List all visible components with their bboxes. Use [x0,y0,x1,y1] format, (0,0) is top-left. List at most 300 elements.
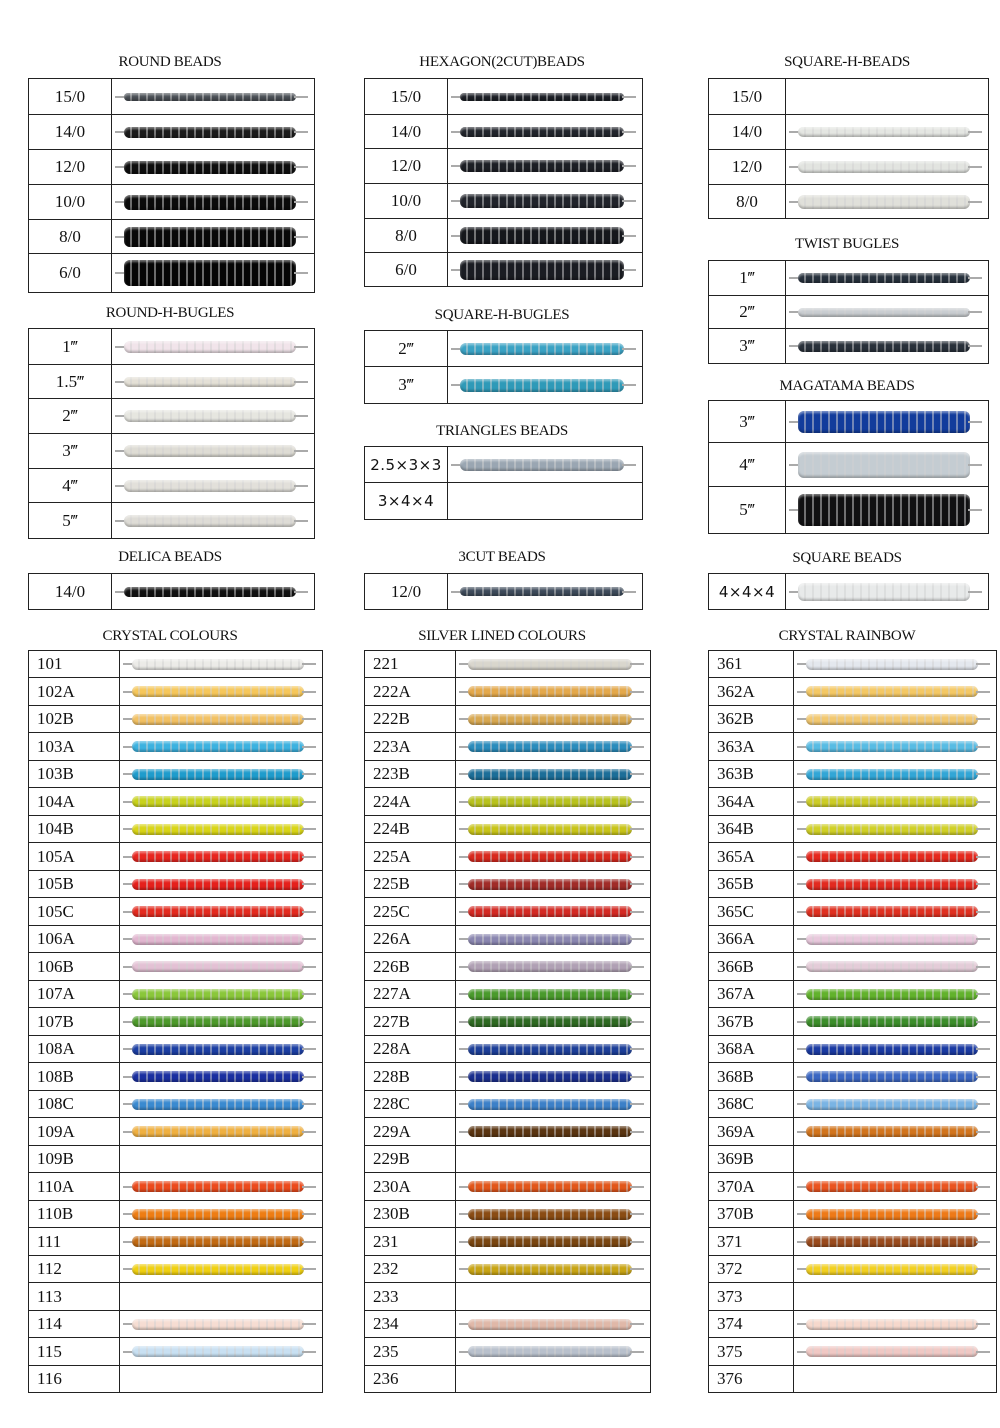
bead-size-label: 229B [365,1146,456,1173]
table-delica-beads [28,573,315,610]
wire-end [630,746,644,748]
bead-strand [468,961,632,972]
bead-strand [806,1099,978,1110]
bead-size-label: 4×4×4 [709,574,786,610]
bead-strand [798,411,970,433]
wire-end [976,1213,990,1215]
bead-strand [124,480,296,492]
wire-end [302,828,316,830]
bead-strand-cell [456,1091,651,1118]
bead-strand-cell [456,926,651,953]
wire-end [630,1351,644,1353]
bead-size-label: 3‴ [709,401,786,443]
section-title-hexagon-beads: HEXAGON(2CUT)BEADS [419,54,585,70]
wire-end [630,1076,644,1078]
bead-size-label: 109A [29,1118,120,1146]
bead-size-label: 375 [709,1338,794,1366]
bead-strand [132,1016,304,1027]
bead-size-label: 4‴ [29,469,112,503]
bead-size-label: 102A [29,678,120,706]
bead-strand-cell [448,219,643,253]
bead-size-label: 371 [709,1228,794,1256]
bead-strand-cell [120,1063,323,1091]
bead-strand-cell [120,1366,323,1393]
bead-strand [132,961,304,972]
bead-strand [806,934,978,945]
table-row [29,399,315,434]
bead-strand-cell [786,443,989,487]
bead-size-label: 105C [29,898,120,926]
bead-strand-cell [112,434,315,469]
bead-size-label: 3‴ [365,367,448,404]
bead-strand [468,1016,632,1027]
bead-strand [132,686,304,697]
section-title-crystal-rainbow: CRYSTAL RAINBOW [778,628,916,644]
bead-strand [468,1319,632,1330]
table-row [29,706,323,733]
table-row [709,1118,997,1146]
bead-strand [132,851,304,862]
wire-end [622,384,636,386]
table-twist-bugles [708,260,989,364]
bead-strand-cell [456,678,651,706]
table-square-h-bugles [364,330,643,404]
bead-strand-cell [120,706,323,733]
table-row [29,1063,323,1091]
section-title-round-beads: ROUND BEADS [118,54,222,70]
bead-strand-cell [120,926,323,953]
bead-size-label: 14/0 [29,574,112,610]
table-row [365,651,651,678]
bead-strand [468,1236,632,1247]
bead-strand-cell [794,898,997,926]
table-row [365,1008,651,1036]
table-row [709,788,997,816]
bead-strand [468,1181,632,1192]
table-row [709,926,997,953]
table-row [709,150,989,185]
table-row [709,1063,997,1091]
bead-size-label: 226A [365,926,456,953]
wire-end [302,966,316,968]
table-row [709,443,989,487]
wire-end [294,96,308,98]
bead-strand [798,583,970,601]
wire-end [976,746,990,748]
bead-strand-cell [786,574,989,610]
bead-strand-cell [120,788,323,816]
bead-strand-cell [794,1366,997,1393]
bead-strand-cell [456,843,651,871]
table-row [365,706,651,733]
wire-end [630,911,644,913]
bead-strand-cell [794,733,997,761]
wire-end [630,1103,644,1105]
bead-size-label: 14/0 [709,115,786,150]
bead-strand [124,587,296,597]
bead-size-label: 222B [365,706,456,733]
bead-size-label: 365C [709,898,794,926]
wire-end [976,1351,990,1353]
bead-strand [460,459,624,471]
wire-end [976,1076,990,1078]
table-row [365,788,651,816]
bead-strand [806,1346,978,1357]
bead-size-label: 370A [709,1173,794,1201]
table-row [29,1118,323,1146]
table-row [29,79,315,115]
bead-size-label: 226B [365,953,456,981]
bead-size-label: 232 [365,1256,456,1283]
wire-end [630,966,644,968]
bead-strand [460,379,624,392]
bead-size-label: 15/0 [365,79,448,115]
bead-strand [806,961,978,972]
bead-strand [806,1181,978,1192]
bead-strand-cell [120,1008,323,1036]
bead-strand [806,769,978,780]
wire-end [630,883,644,885]
bead-strand [124,195,296,210]
bead-strand [798,273,970,283]
bead-size-label: 222A [365,678,456,706]
bead-strand-cell [456,816,651,843]
bead-size-label: 233 [365,1283,456,1311]
table-row [29,254,315,293]
bead-strand [124,515,296,527]
table-row [29,1311,323,1338]
bead-strand-cell [794,1338,997,1366]
table-row [709,329,989,364]
section-title-triangles-beads: TRIANGLES BEADS [436,423,568,439]
table-row [709,953,997,981]
bead-size-label: 368B [709,1063,794,1091]
bead-size-label: 228C [365,1091,456,1118]
wire-end [976,856,990,858]
bead-strand [132,1209,304,1220]
bead-strand-cell [120,1311,323,1338]
bead-strand-cell [448,447,643,483]
bead-size-label: 105B [29,871,120,898]
table-row [709,981,997,1008]
wire-end [294,201,308,203]
bead-size-label: 361 [709,651,794,678]
bead-size-label: 224B [365,816,456,843]
table-row [29,926,323,953]
bead-strand [468,659,632,670]
wire-end [630,801,644,803]
bead-strand-cell [794,1008,997,1036]
bead-strand-cell [794,788,997,816]
bead-size-label: 229A [365,1118,456,1146]
bead-strand [806,1016,978,1027]
bead-size-label: 12/0 [29,150,112,185]
bead-strand [132,1346,304,1357]
bead-strand-cell [786,185,989,219]
bead-strand [132,714,304,725]
bead-size-label: 224A [365,788,456,816]
table-row [365,1036,651,1063]
table-row [29,574,315,610]
table-row [709,1146,997,1173]
bead-strand [468,824,632,835]
wire-end [976,718,990,720]
table-row [709,79,989,115]
table-row [29,981,323,1008]
table-row [29,185,315,220]
table-row [365,733,651,761]
table-row [709,115,989,150]
wire-end [630,1268,644,1270]
bead-size-label: 223A [365,733,456,761]
bead-strand-cell [120,1036,323,1063]
wire-end [968,509,982,511]
bead-strand [124,445,296,457]
table-row [29,115,315,150]
bead-strand-cell [448,253,643,287]
table-row [365,1338,651,1366]
bead-size-label: 363A [709,733,794,761]
bead-strand-cell [448,574,643,610]
wire-end [630,1048,644,1050]
bead-size-label: 1‴ [709,261,786,296]
bead-strand [468,879,632,890]
bead-size-label: 221 [365,651,456,678]
bead-strand-cell [120,843,323,871]
wire-end [622,96,636,98]
bead-strand [806,1044,978,1055]
bead-size-label: 10/0 [365,184,448,219]
bead-size-label: 1.5‴ [29,365,112,399]
table-row [29,1146,323,1173]
wire-end [294,131,308,133]
bead-strand [806,824,978,835]
table-row [709,843,997,871]
bead-size-label: 12/0 [709,150,786,185]
wire-end [630,993,644,995]
table-row [365,79,643,115]
table-row [709,651,997,678]
wire-end [302,773,316,775]
bead-size-label: 114 [29,1311,120,1338]
section-title-magatama-beads: MAGATAMA BEADS [779,378,915,394]
bead-strand [460,93,624,101]
wire-end [630,1186,644,1188]
table-row [29,816,323,843]
bead-strand-cell [112,329,315,365]
bead-size-label: 225A [365,843,456,871]
bead-size-label: 108C [29,1091,120,1118]
section-title-3cut-beads: 3CUT BEADS [458,549,546,565]
bead-size-label: 376 [709,1366,794,1393]
wire-end [302,1351,316,1353]
bead-strand-cell [794,1311,997,1338]
bead-strand [468,1264,632,1275]
bead-strand-cell [794,678,997,706]
bead-strand-cell [112,365,315,399]
bead-strand-cell [794,1091,997,1118]
table-row [29,871,323,898]
bead-strand-cell [794,761,997,788]
table-row [709,1228,997,1256]
bead-strand-cell [120,1256,323,1283]
bead-strand-cell [456,1311,651,1338]
wire-end [630,856,644,858]
bead-strand [132,1319,304,1330]
bead-strand [124,227,296,247]
table-row [709,733,997,761]
bead-strand-cell [448,184,643,219]
bead-size-label: 368C [709,1091,794,1118]
bead-strand-cell [456,981,651,1008]
bead-strand-cell [112,150,315,185]
bead-strand-cell [112,185,315,220]
table-row [29,788,323,816]
bead-strand-cell [448,367,643,404]
bead-strand [460,260,624,280]
bead-strand-cell [120,871,323,898]
wire-end [630,773,644,775]
bead-size-label: 364B [709,816,794,843]
wire-end [630,1131,644,1133]
table-row [709,296,989,329]
bead-size-label: 362A [709,678,794,706]
section-title-round-h-bugles: ROUND-H-BUGLES [105,305,235,321]
wire-end [622,591,636,593]
bead-strand-cell [112,220,315,254]
bead-strand-cell [786,329,989,364]
wire-end [294,236,308,238]
wire-end [630,828,644,830]
bead-strand-cell [456,1173,651,1201]
bead-strand [460,160,624,172]
bead-strand-cell [456,1146,651,1173]
table-row [709,487,989,534]
wire-end [976,938,990,940]
bead-strand-cell [448,331,643,367]
wire-end [976,691,990,693]
wire-end [976,1186,990,1188]
bead-strand [132,906,304,917]
bead-strand [468,686,632,697]
wire-end [976,1048,990,1050]
bead-strand-cell [794,1118,997,1146]
wire-end [976,1323,990,1325]
wire-end [976,966,990,968]
bead-size-label: 104B [29,816,120,843]
bead-size-label: 10/0 [29,185,112,220]
bead-size-label: 14/0 [365,115,448,149]
wire-end [302,1021,316,1023]
wire-end [622,131,636,133]
bead-strand-cell [794,1283,997,1311]
bead-size-label: 103B [29,761,120,788]
bead-size-label: 14/0 [29,115,112,150]
bead-strand-cell [794,1173,997,1201]
wire-end [976,663,990,665]
bead-size-label: 236 [365,1366,456,1393]
table-row [365,149,643,184]
bead-size-label: 366B [709,953,794,981]
table-row [709,1338,997,1366]
bead-strand [124,127,296,138]
bead-size-label: 227B [365,1008,456,1036]
wire-end [302,1076,316,1078]
bead-strand [806,1264,978,1275]
bead-size-label: 366A [709,926,794,953]
bead-size-label: 15/0 [29,79,112,115]
table-row [365,981,651,1008]
bead-size-label: 6/0 [29,254,112,293]
bead-size-label: 106A [29,926,120,953]
wire-end [302,1103,316,1105]
bead-strand [460,127,624,137]
bead-size-label: 368A [709,1036,794,1063]
bead-strand [132,824,304,835]
bead-strand-cell [456,651,651,678]
bead-strand [460,343,624,355]
table-row [365,574,643,610]
section-title-square-h-beads: SQUARE-H-BEADS [784,54,910,70]
bead-size-label: 8/0 [365,219,448,253]
bead-strand-cell [456,1366,651,1393]
table-row [29,761,323,788]
bead-strand-cell [456,1063,651,1091]
bead-strand [468,989,632,1000]
bead-size-label: 367B [709,1008,794,1036]
bead-size-label: 364A [709,788,794,816]
bead-strand-cell [456,761,651,788]
bead-size-label: 5‴ [29,503,112,539]
bead-strand [798,161,970,173]
table-row [29,503,315,539]
table-row [709,1283,997,1311]
table-row [365,1201,651,1228]
table-row [29,150,315,185]
bead-strand-cell [794,1256,997,1283]
wire-end [630,718,644,720]
table-row [29,1091,323,1118]
bead-size-label: 3‴ [29,434,112,469]
table-row [365,184,643,219]
bead-strand-cell [456,706,651,733]
bead-size-label: 365B [709,871,794,898]
wire-end [976,1021,990,1023]
section-title-silver-lined: SILVER LINED COLOURS [418,628,586,644]
bead-size-label: 2‴ [29,399,112,434]
bead-strand-cell [794,871,997,898]
table-row [29,1036,323,1063]
table-row [709,871,997,898]
bead-strand [798,195,970,209]
bead-strand-cell [120,953,323,981]
table-row [365,843,651,871]
wire-end [976,911,990,913]
bead-strand-cell [120,981,323,1008]
bead-strand [132,879,304,890]
bead-size-label: 111 [29,1228,120,1256]
table-row [365,1366,651,1393]
bead-size-label: 104A [29,788,120,816]
wire-end [968,201,982,203]
table-round-beads [28,78,315,293]
bead-strand [132,989,304,1000]
wire-end [976,828,990,830]
bead-size-label: 225B [365,871,456,898]
bead-strand [798,494,970,526]
wire-end [976,801,990,803]
table-row [709,1173,997,1201]
